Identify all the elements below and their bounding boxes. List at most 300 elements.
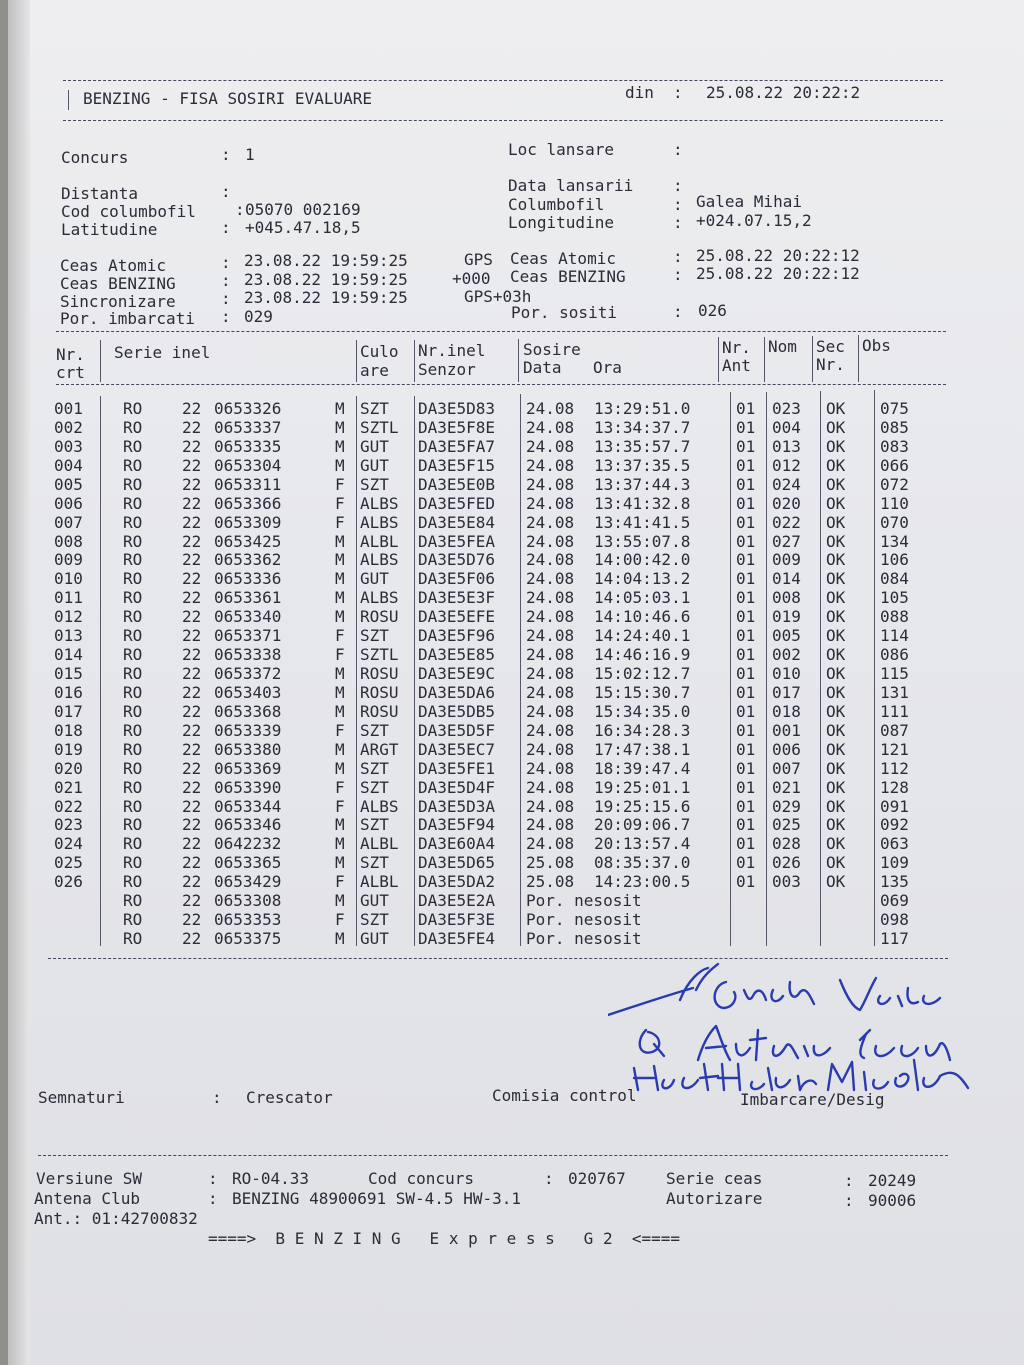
ceas-atomic2-value: 25.08.22 20:22:12 (696, 246, 860, 265)
cell-senzor: DA3E5DB5 (418, 701, 496, 721)
cell-ora: 14:04:13.2 (594, 569, 691, 589)
cell-culoare: ROSU (360, 664, 399, 684)
cell-culoare: ALBL (360, 834, 399, 854)
cell-nom: 007 (772, 758, 801, 778)
comisia-control-label: Comisia control (492, 1086, 637, 1105)
autorizare-value: 90006 (868, 1191, 917, 1210)
cell-data: 24.08 (526, 512, 575, 532)
cell-senzor: DA3E5FE4 (418, 929, 496, 949)
ceas-benzing2-label: Ceas BENZING (510, 267, 626, 286)
divider (63, 80, 943, 81)
cell-inel: 0653380 (214, 739, 282, 759)
cell-crt: 019 (54, 739, 83, 759)
cell-ora: 19:25:01.1 (594, 777, 691, 797)
cell-ora: 20:13:57.4 (594, 834, 691, 854)
table-row (8, 664, 1024, 683)
cell-crt: 010 (54, 569, 83, 589)
cell-obs: 091 (880, 796, 909, 816)
cell-senzor: DA3E5FE1 (418, 758, 496, 778)
cell-crt: 003 (54, 436, 83, 456)
cell-inel: 0653340 (214, 607, 282, 627)
cell-an: 22 (182, 399, 202, 418)
cell-an: 22 (182, 455, 202, 475)
cell-inel: 0653403 (214, 682, 282, 702)
cell-senzor: DA3E5FED (418, 493, 496, 513)
table-row (8, 399, 1024, 418)
cell-inel: 0653326 (214, 399, 282, 418)
cell-ora: 13:29:51.0 (594, 399, 691, 418)
cell-data: 24.08 (526, 739, 575, 759)
cell-ant: 01 (736, 512, 756, 532)
cell-data: 24.08 (526, 417, 575, 437)
imbarcare-label: Imbarcare/Desig (740, 1090, 885, 1109)
cell-data: 24.08 (526, 720, 575, 740)
cell-data: 24.08 (526, 701, 575, 721)
cell-data: 24.08 (526, 815, 575, 835)
cell-obs: 069 (880, 891, 909, 911)
cell-sec: OK (826, 758, 846, 778)
table-row (8, 626, 1024, 645)
cell-inel: 0653338 (214, 645, 282, 665)
cell-inel: 0653353 (214, 910, 282, 930)
cell-tara: RO (123, 891, 143, 911)
cell-ant: 01 (736, 417, 756, 437)
data-lansarii-label: Data lansarii (508, 176, 634, 195)
cell-an: 22 (182, 701, 202, 721)
cell-crt: 009 (54, 550, 83, 570)
cell-nom: 009 (772, 550, 801, 570)
cell-tara: RO (123, 531, 143, 551)
cell-crt: 007 (54, 512, 83, 532)
table-row (8, 721, 1024, 740)
cell-ant: 01 (736, 758, 756, 778)
cell-senzor: DA3E5DA2 (418, 872, 496, 892)
cell-crt: 002 (54, 417, 83, 437)
cell-tara: RO (123, 588, 143, 608)
cod-columbofil-value: 05070 002169 (245, 200, 361, 219)
cell-senzor: DA3E5E84 (418, 512, 496, 532)
cell-crt: 012 (54, 607, 83, 627)
table-row (8, 607, 1024, 626)
cell-crt: 023 (54, 815, 83, 835)
cell-nom: 004 (772, 417, 801, 437)
cell-sex: M (335, 550, 345, 570)
cell-sex: M (335, 891, 345, 911)
cell-crt: 016 (54, 682, 83, 702)
cell-crt: 025 (54, 853, 83, 873)
table-row (8, 513, 1024, 532)
cell-sex: M (335, 417, 345, 437)
cell-tara: RO (123, 626, 143, 646)
cell-sex: M (335, 739, 345, 759)
cell-obs: 117 (880, 929, 909, 949)
table-row (8, 815, 1024, 834)
cell-obs: 072 (880, 474, 909, 494)
cell-nom: 021 (772, 777, 801, 797)
cell-ant: 01 (736, 607, 756, 627)
cell-nom: 008 (772, 588, 801, 608)
cell-culoare: SZT (360, 399, 389, 418)
cell-crt: 004 (54, 455, 83, 475)
cell-obs: 087 (880, 720, 909, 740)
cell-crt: 018 (54, 720, 83, 740)
cell-crt: 014 (54, 645, 83, 665)
table-row (8, 702, 1024, 721)
cell-obs: 098 (880, 910, 909, 930)
cod-concurs-label: Cod concurs (368, 1169, 474, 1188)
cell-an: 22 (182, 682, 202, 702)
cell-culoare: SZT (360, 720, 389, 740)
cell-ora: 14:46:16.9 (594, 645, 691, 665)
cell-culoare: SZT (360, 853, 389, 873)
cell-sec: OK (826, 531, 846, 551)
cell-inel: 0653429 (214, 872, 282, 892)
latitudine-label: Latitudine (61, 220, 158, 239)
cell-ora: 13:34:37.7 (594, 417, 691, 437)
cell-an: 22 (182, 815, 202, 835)
cell-sec: OK (826, 720, 846, 740)
cell-sex: M (335, 664, 345, 684)
cell-obs: 083 (880, 436, 909, 456)
cell-nom: 014 (772, 569, 801, 589)
cell-inel: 0653368 (214, 701, 282, 721)
antena-value: BENZING 48900691 SW-4.5 HW-3.1 (232, 1189, 521, 1208)
cod-columbofil-label: Cod columbofil (61, 202, 196, 221)
table-row (8, 759, 1024, 778)
cell-ora: 14:23:00.5 (594, 872, 691, 892)
cell-culoare: GUT (360, 929, 389, 949)
cell-sex: M (335, 588, 345, 608)
printout-page: BENZING - FISA SOSIRI EVALUARE din : 25.08.22 20:22:2 Concurs : 1 Loc lansare : Distanta : Data lansarii : Cod columbofil : 05070 002169 Columbofil : Galea Mihai Latitudine : +045.47.18,5 Longitudine : +024.07.15,2 Ceas Atomic : 23.08.22 19:59:25 GPS Ceas Atomic : 25.08.22 20:22:12 Ceas BENZING : 23.08.22 19:59:25 +000 Ceas BENZING : 25.08.22 20:22:12 Sincronizare : 23.08.22 19:59:25 GPS+03h Por. imbarcati : 029 Por. sositi : 026 Nr. crt Serie inel Culo are Nr.inel Senzor Sosire Data Ora Nr. Ant Nom Sec Nr. Obs 001 RO 22 0653326 M SZT DA3E5D83 24.08 13:29:51.0 01 023 OK 075 002 RO 22 0653337 M SZTL DA3E5F8E 24.08 13:34:37.7 01 004 OK 085 003 RO 22 0653335 M GUT DA3E5FA7 24.08 13:35:57.7 01 013 OK 083 004 RO 22 0653304 M GUT DA3E5F15 24.08 13:37:35.5 01 012 OK 066 005 RO 22 0653311 F SZT DA3E5E0B 24.08 13:37:44.3 01 024 OK 072 006 RO 22 0653366 F ALBS DA3E5FED 24.08 13:41:32.8 01 020 OK 110 007 RO 22 0653309 F ALBS DA3E5E84 24.08 13:41:41.5 01 022 OK 070 008 RO 22 0653425 M ALBL DA3E5FEA 24.08 13:55:07.8 01 027 OK 134 009 RO 22 0653362 M ALBS DA3E5D76 24.08 14:00:42.0 01 009 OK 106 010 RO 22 0653336 M GUT DA3E5F06 24.08 14:04:13.2 01 014 OK 084 011 RO 22 0653361 M ALBS DA3E5E3F 24.08 14:05:03.1 01 008 OK 105 012 RO 22 0653340 M ROSU DA3E5EFE 24.08 14:10:46.6 01 019 OK 088 013 RO 22 0653371 F SZT DA3E5F96 24.08 14:24:40.1 01 005 OK 114 014 RO 22 0653338 F SZTL DA3E5E85 24.08 14:46:16.9 01 002 OK 086 015 RO 22 0653372 M ROSU DA3E5E9C 24.08 15:02:12.7 01 010 OK 115 016 RO 22 0653403 M ROSU DA3E5DA6 24.08 15:15:30.7 01 017 OK 131 017 RO 22 0653368 M ROSU DA3E5DB5 24.08 15:34:35.0 01 018 OK 111 018 RO 22 0653339 F SZT DA3E5D5F 24.08 16:34:28.3 01 001 OK 087 019 RO 22 0653380 M ARGT DA3E5EC7 24.08 17:47:38.1 01 006 OK 121 020 RO 22 0653369 M SZT DA3E5FE1 24.08 18:39:47.4 01 007 OK 112 021 RO 22 0653390 F SZT DA3E5D4F 24.08 19:25:01.1 01 021 OK 128 022 RO 22 0653344 F ALBS DA3E5D3A 24.08 19:25:15.6 01 029 OK 091 023 RO 22 0653346 M SZT DA3E5F94 24.08 20:09:06.7 01 025 OK 092 024 RO 22 0642232 M ALBL DA3E60A4 24.08 20:13:57.4 01 028 OK 063 025 RO 22 0653365 M SZT DA3E5D65 25.08 08:35:37.0 01 026 OK 109 026 RO 22 0653429 F ALBL DA3E5DA2 25.08 14:23:00.5 01 003 OK 135 RO 22 0653308 M GUT DA3E5E2A Por. nesosit 069 RO 22 0653353 F SZT DA3E5F3E Por. nesosit 098 RO 22 0653375 M GUT DA3E5FE4 Por. nesosit 117 Semnaturi : Crescator Comisia control Imbarcare/Desig Versiune SW : RO-04.33 Cod concurs : 020767 Serie ceas : 20249 Antena Club : BENZING 48900691 SW-4.5 HW-3.1 Autorizare : 90006 Ant.: 01:42700832 ====> B E N Z I N G E x p r e s s G 2 <==== (8, 0, 1024, 1365)
cell-nom: 023 (772, 399, 801, 418)
cell-sex: M (335, 531, 345, 551)
cell-tara: RO (123, 834, 143, 854)
divider (63, 120, 943, 121)
cell-ant: 01 (736, 796, 756, 816)
cell-senzor: DA3E5E2A (418, 891, 496, 911)
cell-ant: 01 (736, 664, 756, 684)
cell-ant: 01 (736, 739, 756, 759)
cell-senzor: DA3E5D76 (418, 550, 496, 570)
cell-inel: 0653361 (214, 588, 282, 608)
cell-culoare: GUT (360, 569, 389, 589)
table-row (8, 588, 1024, 607)
sincronizare-label: Sincronizare (60, 292, 176, 311)
cell-tara: RO (123, 682, 143, 702)
cell-data: 25.08 (526, 853, 575, 873)
cell-crt: 022 (54, 796, 83, 816)
cell-senzor: DA3E60A4 (418, 834, 496, 854)
cell-senzor: DA3E5F94 (418, 815, 496, 835)
cell-nom: 028 (772, 834, 801, 854)
cell-an: 22 (182, 417, 202, 437)
cell-senzor: DA3E5DA6 (418, 682, 496, 702)
ceas-atomic2-label: Ceas Atomic (510, 249, 616, 268)
cell-tara: RO (123, 815, 143, 835)
cell-culoare: ALBS (360, 550, 399, 570)
cell-obs: 105 (880, 588, 909, 608)
cell-nom: 027 (772, 531, 801, 551)
cell-tara: RO (123, 777, 143, 797)
cell-sex: F (335, 493, 345, 513)
cell-culoare: ROSU (360, 607, 399, 627)
table-row (8, 910, 1024, 929)
ceas-benzing-label: Ceas BENZING (60, 274, 176, 293)
cell-ant: 01 (736, 645, 756, 665)
cell-inel: 0653344 (214, 796, 282, 816)
cell-culoare: ALBS (360, 588, 399, 608)
cell-ant: 01 (736, 588, 756, 608)
cell-senzor: DA3E5F8E (418, 417, 496, 437)
cell-sec: OK (826, 626, 846, 646)
cell-culoare: SZTL (360, 645, 399, 665)
cell-an: 22 (182, 474, 202, 494)
cell-nom: 012 (772, 455, 801, 475)
cell-obs: 092 (880, 815, 909, 835)
cell-data: Por. nesosit (526, 929, 642, 949)
cell-culoare: SZTL (360, 417, 399, 437)
cell-culoare: SZT (360, 758, 389, 778)
cell-data: Por. nesosit (526, 891, 642, 911)
cell-sex: M (335, 853, 345, 873)
cell-an: 22 (182, 891, 202, 911)
cell-obs: 128 (880, 777, 909, 797)
cell-ant: 01 (736, 872, 756, 892)
cell-inel: 0653346 (214, 815, 282, 835)
cell-tara: RO (123, 701, 143, 721)
versiune-value: RO-04.33 (232, 1169, 310, 1188)
cell-sex: F (335, 777, 345, 797)
cell-data: 25.08 (526, 872, 575, 892)
cell-an: 22 (182, 929, 202, 949)
cell-obs: 063 (880, 834, 909, 854)
cell-tara: RO (123, 455, 143, 475)
cell-inel: 0653365 (214, 853, 282, 873)
cell-nom: 013 (772, 436, 801, 456)
cell-an: 22 (182, 493, 202, 513)
longitudine-value: +024.07.15,2 (696, 211, 812, 230)
cell-culoare: ROSU (360, 701, 399, 721)
por-imbarcati-value: 029 (244, 307, 273, 326)
cell-tara: RO (123, 664, 143, 684)
cell-sec: OK (826, 796, 846, 816)
cell-nom: 002 (772, 645, 801, 665)
cell-ora: 19:25:15.6 (594, 796, 691, 816)
cell-data: 24.08 (526, 493, 575, 513)
cell-obs: 115 (880, 664, 909, 684)
cell-senzor: DA3E5D5F (418, 720, 496, 740)
cell-tara: RO (123, 645, 143, 665)
cell-sex: M (335, 436, 345, 456)
cell-nom: 006 (772, 739, 801, 759)
cell-inel: 0653369 (214, 758, 282, 778)
cell-ant: 01 (736, 682, 756, 702)
cell-ora: 13:41:32.8 (594, 493, 691, 513)
cell-sex: M (335, 682, 345, 702)
divider (38, 1155, 948, 1156)
cell-obs: 088 (880, 607, 909, 627)
cell-ant: 01 (736, 474, 756, 494)
ceas-atomic-value: 23.08.22 19:59:25 (244, 251, 408, 270)
cell-crt: 013 (54, 626, 83, 646)
cell-obs: 134 (880, 531, 909, 551)
ceas-benzing-value: 23.08.22 19:59:25 (244, 270, 408, 289)
cell-obs: 112 (880, 758, 909, 778)
table-row (8, 569, 1024, 588)
cell-nom: 029 (772, 796, 801, 816)
cell-data: 24.08 (526, 436, 575, 456)
cell-crt: 005 (54, 474, 83, 494)
cell-an: 22 (182, 512, 202, 532)
cell-obs: 110 (880, 493, 909, 513)
cell-ora: 13:55:07.8 (594, 531, 691, 551)
cell-sec: OK (826, 815, 846, 835)
cell-sex: F (335, 796, 345, 816)
cell-senzor: DA3E5FA7 (418, 436, 496, 456)
cell-culoare: ALBS (360, 493, 399, 513)
cell-inel: 0653304 (214, 455, 282, 475)
cell-crt: 015 (54, 664, 83, 684)
brand-line: ====> B E N Z I N G E x p r e s s G 2 <==== (208, 1229, 681, 1248)
cell-senzor: DA3E5EC7 (418, 739, 496, 759)
cell-ant: 01 (736, 720, 756, 740)
cell-inel: 0653309 (214, 512, 282, 532)
cell-inel: 0653337 (214, 417, 282, 437)
cell-culoare: GUT (360, 891, 389, 911)
cell-senzor: DA3E5F3E (418, 910, 496, 930)
cell-tara: RO (123, 474, 143, 494)
distanta-label: Distanta (61, 184, 139, 203)
cell-inel: 0653375 (214, 929, 282, 949)
cell-ant: 01 (736, 777, 756, 797)
cell-obs: 086 (880, 645, 909, 665)
crescator-label: Crescator (246, 1088, 333, 1107)
table-row (8, 891, 1024, 910)
serie-ceas-value: 20249 (868, 1171, 917, 1190)
cell-data: 24.08 (526, 399, 575, 418)
cell-an: 22 (182, 569, 202, 589)
cell-tara: RO (123, 929, 143, 949)
cell-sec: OK (826, 645, 846, 665)
table-row (8, 834, 1024, 853)
columbofil-value: Galea Mihai (696, 192, 802, 211)
cell-senzor: DA3E5EFE (418, 607, 496, 627)
cell-inel: 0653311 (214, 474, 282, 494)
semnaturi-label: Semnaturi (38, 1088, 125, 1107)
cell-data: 24.08 (526, 531, 575, 551)
cell-obs: 135 (880, 872, 909, 892)
cell-an: 22 (182, 853, 202, 873)
cell-culoare: GUT (360, 436, 389, 456)
cell-sec: OK (826, 455, 846, 475)
cell-tara: RO (123, 550, 143, 570)
table-row (8, 872, 1024, 891)
cell-obs: 111 (880, 701, 909, 721)
cell-culoare: SZT (360, 910, 389, 930)
cell-ora: 13:35:57.7 (594, 436, 691, 456)
cell-sec: OK (826, 474, 846, 494)
cell-data: 24.08 (526, 645, 575, 665)
cell-ant: 01 (736, 455, 756, 475)
cell-tara: RO (123, 399, 143, 418)
sincronizare-value: 23.08.22 19:59:25 (244, 288, 408, 307)
cell-ant: 01 (736, 853, 756, 873)
cell-senzor: DA3E5E85 (418, 645, 496, 665)
cell-obs: 131 (880, 682, 909, 702)
cell-sec: OK (826, 739, 846, 759)
cell-inel: 0653339 (214, 720, 282, 740)
cell-sex: F (335, 626, 345, 646)
cell-an: 22 (182, 550, 202, 570)
cell-sec: OK (826, 588, 846, 608)
cell-obs: 114 (880, 626, 909, 646)
cell-sec: OK (826, 399, 846, 418)
cell-data: 24.08 (526, 626, 575, 646)
cell-sec: OK (826, 493, 846, 513)
cell-obs: 066 (880, 455, 909, 475)
cell-crt: 020 (54, 758, 83, 778)
cell-sex: F (335, 645, 345, 665)
cell-an: 22 (182, 531, 202, 551)
cell-sex: F (335, 872, 345, 892)
table-row (8, 418, 1024, 437)
cell-crt: 024 (54, 834, 83, 854)
cell-sec: OK (826, 512, 846, 532)
ceas-atomic-label: Ceas Atomic (60, 256, 166, 275)
cell-inel: 0653390 (214, 777, 282, 797)
header-bar (68, 90, 69, 110)
table-row (8, 778, 1024, 797)
cell-an: 22 (182, 777, 202, 797)
cell-sec: OK (826, 550, 846, 570)
cell-inel: 0653366 (214, 493, 282, 513)
cell-sex: M (335, 815, 345, 835)
cell-senzor: DA3E5E9C (418, 664, 496, 684)
cell-inel: 0653425 (214, 531, 282, 551)
cell-ora: 20:09:06.7 (594, 815, 691, 835)
longitudine-label: Longitudine (508, 213, 614, 232)
table-row (8, 437, 1024, 456)
cell-an: 22 (182, 758, 202, 778)
cell-nom: 017 (772, 682, 801, 702)
cell-data: 24.08 (526, 796, 575, 816)
cell-nom: 005 (772, 626, 801, 646)
cell-crt: 021 (54, 777, 83, 797)
cell-an: 22 (182, 645, 202, 665)
cell-ora: 15:02:12.7 (594, 664, 691, 684)
cell-an: 22 (182, 588, 202, 608)
divider (56, 331, 946, 332)
cell-tara: RO (123, 910, 143, 930)
cell-culoare: ALBL (360, 872, 399, 892)
cell-ant: 01 (736, 834, 756, 854)
cell-tara: RO (123, 569, 143, 589)
cell-ant: 01 (736, 436, 756, 456)
cell-senzor: DA3E5F96 (418, 626, 496, 646)
cell-ora: 15:34:35.0 (594, 701, 691, 721)
cell-sec: OK (826, 834, 846, 854)
cell-ora: 08:35:37.0 (594, 853, 691, 873)
cell-sex: F (335, 720, 345, 740)
sincronizare-source: GPS+03h (464, 287, 532, 306)
cell-obs: 075 (880, 399, 909, 418)
cell-sec: OK (826, 701, 846, 721)
handwritten-signatures (608, 960, 988, 1110)
cell-data: Por. nesosit (526, 910, 642, 930)
table-row (8, 645, 1024, 664)
cell-ora: 13:37:44.3 (594, 474, 691, 494)
cell-senzor: DA3E5F15 (418, 455, 496, 475)
